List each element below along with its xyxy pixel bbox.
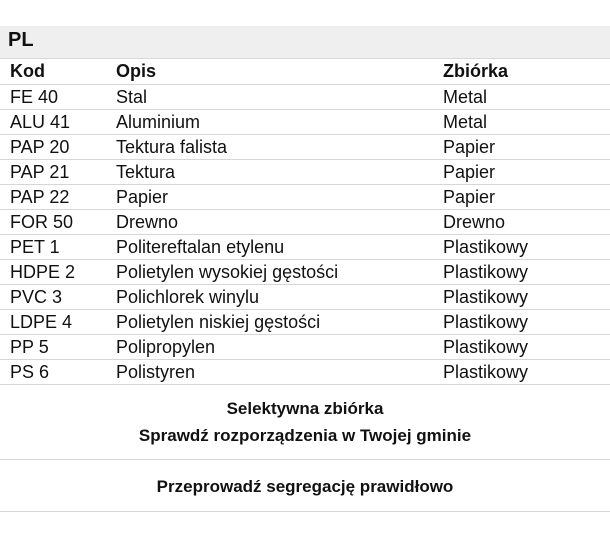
table-row [0, 185, 610, 210]
row-code: HDPE 2 [0, 260, 107, 285]
table-row [0, 135, 610, 160]
divider [0, 459, 610, 460]
table-row [0, 360, 610, 385]
row-description: Papier [107, 185, 433, 210]
row-code: PET 1 [0, 235, 107, 260]
row-description: Polietylen niskiej gęstości [107, 310, 433, 335]
selective-collection-note: Selektywna zbiórka [226, 399, 384, 418]
table-row [0, 285, 610, 310]
row-description: Aluminium [107, 110, 433, 135]
table-row [0, 310, 610, 335]
row-collection: Papier [433, 135, 610, 160]
row-collection: Plastikowy [433, 335, 610, 360]
language-code: PL [8, 29, 34, 51]
table-row [0, 235, 610, 260]
row-collection: Papier [433, 160, 610, 185]
row-collection: Metal [433, 85, 610, 110]
check-regulations-note: Sprawdź rozporządzenia w Twojej gminie [138, 426, 472, 445]
row-collection: Plastikowy [433, 285, 610, 310]
column-header-description: Opis [107, 59, 433, 85]
row-code: PAP 20 [0, 135, 107, 160]
segregate-properly-note: Przeprowadź segregację prawidłowo [156, 477, 454, 496]
row-code: ALU 41 [0, 110, 107, 135]
column-header-code: Kod [0, 59, 107, 85]
divider [0, 511, 610, 512]
row-code: PP 5 [0, 335, 107, 360]
row-collection: Papier [433, 185, 610, 210]
table-row [0, 260, 610, 285]
row-collection: Plastikowy [433, 360, 610, 385]
row-description: Polichlorek winylu [107, 285, 433, 310]
row-code: PS 6 [0, 360, 107, 385]
row-code: PVC 3 [0, 285, 107, 310]
column-header-collection: Zbiórka [433, 59, 610, 85]
row-code: FOR 50 [0, 210, 107, 235]
language-header [0, 26, 610, 59]
row-description: Tektura falista [107, 135, 433, 160]
table-row [0, 210, 610, 235]
row-collection: Plastikowy [433, 235, 610, 260]
row-description: Polistyren [107, 360, 433, 385]
table-row [0, 110, 610, 135]
table-row [0, 85, 610, 110]
row-code: FE 40 [0, 85, 107, 110]
row-description: Tektura [107, 160, 433, 185]
row-description: Politereftalan etylenu [107, 235, 433, 260]
row-code: LDPE 4 [0, 310, 107, 335]
table-row [0, 335, 610, 360]
table-row [0, 160, 610, 185]
row-description: Drewno [107, 210, 433, 235]
row-collection: Drewno [433, 210, 610, 235]
recycling-codes-table [0, 59, 610, 385]
row-collection: Plastikowy [433, 310, 610, 335]
row-collection: Metal [433, 110, 610, 135]
row-collection: Plastikowy [433, 260, 610, 285]
row-description: Polipropylen [107, 335, 433, 360]
row-description: Polietylen wysokiej gęstości [107, 260, 433, 285]
table-header-row [0, 59, 610, 85]
row-code: PAP 21 [0, 160, 107, 185]
row-code: PAP 22 [0, 185, 107, 210]
row-description: Stal [107, 85, 433, 110]
